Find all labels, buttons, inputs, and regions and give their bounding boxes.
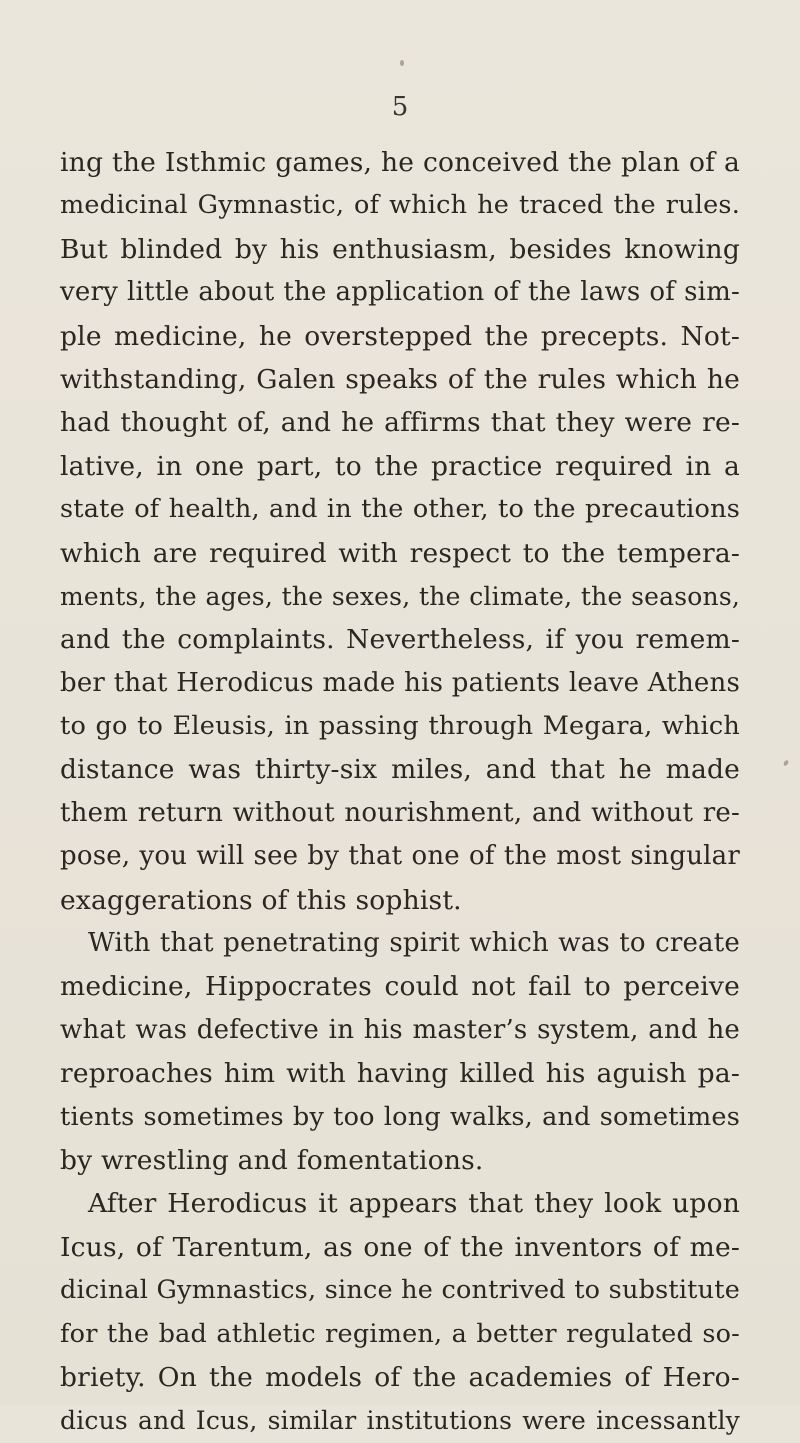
text-line: very little about the application of the laws of sim-	[60, 277, 740, 308]
text-line: state of health, and in the other, to the precautions	[60, 494, 740, 525]
text-line: by wrestling and fomentations.	[60, 1144, 484, 1176]
text-line: briety. On the models of the academies of Hero-	[60, 1361, 740, 1393]
text-line: tients sometimes by too long walks, and sometimes	[60, 1101, 740, 1132]
text-line: ing the Isthmic games, he conceived the plan of a	[60, 147, 740, 178]
text-line: But blinded by his enthusiasm, besides knowing	[60, 233, 740, 265]
text-line: to go to Eleusis, in passing through Megara, which	[60, 711, 740, 742]
text-line: medicine, Hippocrates could not fail to perceive	[60, 971, 740, 1003]
text-line: them return without nourishment, and without re-	[60, 797, 740, 828]
text-line: Icus, of Tarentum, as one of the inventors of me-	[60, 1231, 740, 1263]
text-line: what was defective in his master’s system, and he	[60, 1014, 740, 1045]
text-line: medicinal Gymnastic, of which he traced the rules.	[60, 190, 740, 221]
text-line: With that penetrating spirit which was to create	[88, 928, 740, 959]
text-line: lative, in one part, to the practice required in a	[60, 450, 740, 482]
text-line: ber that Herodicus made his patients leave Athens	[60, 667, 740, 698]
text-line: exaggerations of this sophist.	[60, 884, 462, 916]
paper-speck	[400, 60, 404, 66]
text-line: ments, the ages, the sexes, the climate, the seasons,	[60, 581, 740, 611]
body-text	[60, 141, 740, 1443]
text-line: After Herodicus it appears that they look upon	[88, 1188, 740, 1220]
text-line: pose, you will see by that one of the most singular	[60, 841, 740, 872]
text-line: which are required with respect to the tempera-	[60, 537, 740, 569]
paper-speck	[783, 759, 789, 766]
text-line: withstanding, Galen speaks of the rules which he	[60, 363, 740, 395]
text-line: reproaches him with having killed his aguish pa-	[60, 1058, 740, 1090]
text-line: ple medicine, he overstepped the precepts. Not-	[60, 320, 740, 352]
text-line: had thought of, and he affirms that they were re-	[60, 407, 740, 439]
page-number: 5	[391, 92, 409, 122]
text-line: dicus and Icus, similar institutions were incessantly	[60, 1406, 740, 1436]
text-line: for the bad athletic regimen, a better regulated so-	[60, 1318, 740, 1349]
text-line: dicinal Gymnastics, since he contrived to substitute	[60, 1275, 740, 1306]
text-line: and the complaints. Nevertheless, if you remem-	[60, 624, 740, 656]
text-line: distance was thirty-six miles, and that he made	[60, 754, 740, 786]
